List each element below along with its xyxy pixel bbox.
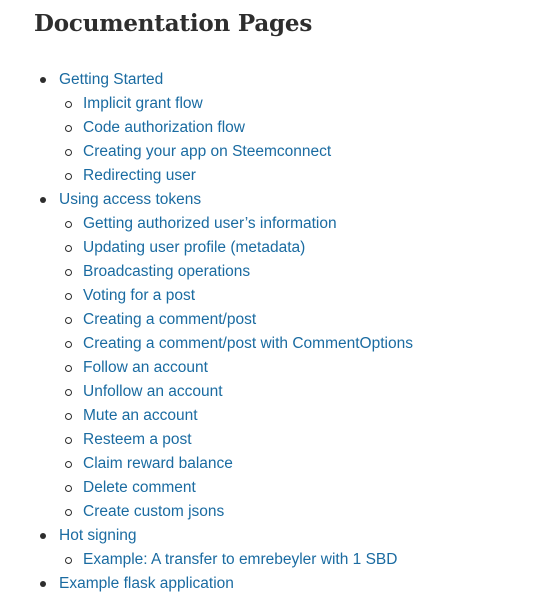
hollow-bullet-icon (65, 269, 72, 276)
table-of-contents (34, 68, 544, 596)
toc-subitem (34, 500, 544, 524)
hollow-bullet-icon (65, 245, 72, 252)
toc-subitem-link[interactable]: Voting for a post (83, 287, 196, 304)
toc-section-row (34, 188, 544, 212)
toc-section-link[interactable]: Getting Started (59, 71, 164, 88)
toc-subitem-row (34, 380, 544, 404)
toc-subitem-row (34, 140, 544, 164)
toc-subitem-link[interactable]: Unfollow an account (83, 383, 223, 400)
hollow-bullet-icon (65, 101, 72, 108)
toc-subitem-link[interactable]: Creating a comment/post with CommentOptions (83, 335, 413, 352)
toc-subitem-row (34, 428, 544, 452)
filled-bullet-icon (40, 77, 46, 83)
hollow-bullet-icon (65, 557, 72, 564)
hollow-bullet-icon (65, 389, 72, 396)
toc-subitem-row (34, 452, 544, 476)
toc-subitem (34, 164, 544, 188)
toc-subitem (34, 332, 544, 356)
toc-subitem-link[interactable]: Implicit grant flow (83, 95, 203, 112)
toc-section-row (34, 68, 544, 92)
hollow-bullet-icon (65, 341, 72, 348)
toc-subitem-row (34, 332, 544, 356)
toc-subitem-link[interactable]: Mute an account (83, 407, 198, 424)
toc-subitem-link[interactable]: Creating a comment/post (83, 311, 257, 328)
toc-subitem-row (34, 116, 544, 140)
toc-subitem (34, 428, 544, 452)
toc-subitem (34, 476, 544, 500)
hollow-bullet-icon (65, 125, 72, 132)
toc-subitem-row (34, 356, 544, 380)
filled-bullet-icon (40, 581, 46, 587)
toc-section (34, 188, 544, 524)
filled-bullet-icon (40, 533, 46, 539)
toc-section-link[interactable]: Example flask application (59, 575, 234, 592)
toc-subitem (34, 92, 544, 116)
hollow-bullet-icon (65, 413, 72, 420)
toc-subitem (34, 404, 544, 428)
toc-subitem (34, 140, 544, 164)
toc-subitem (34, 380, 544, 404)
toc-subitem-row (34, 476, 544, 500)
toc-sublist (34, 92, 544, 188)
page-title: Documentation Pages (34, 10, 313, 37)
toc-subitem-link[interactable]: Resteem a post (83, 431, 192, 448)
toc-subitem (34, 116, 544, 140)
hollow-bullet-icon (65, 293, 72, 300)
toc-subitem-row (34, 500, 544, 524)
toc-subitem-row (34, 284, 544, 308)
toc-section-row (34, 524, 544, 548)
toc-subitem-link[interactable]: Creating your app on Steemconnect (83, 143, 332, 160)
hollow-bullet-icon (65, 221, 72, 228)
toc-subitem-link[interactable]: Delete comment (83, 479, 196, 496)
toc-subitem-row (34, 92, 544, 116)
toc-subitem-link[interactable]: Broadcasting operations (83, 263, 251, 280)
hollow-bullet-icon (65, 485, 72, 492)
toc-subitem-link[interactable]: Code authorization flow (83, 119, 245, 136)
toc-subitem-link[interactable]: Claim reward balance (83, 455, 233, 472)
hollow-bullet-icon (65, 437, 72, 444)
toc-section-row (34, 572, 544, 596)
toc-subitem-row (34, 404, 544, 428)
toc-subitem (34, 356, 544, 380)
toc-subitem-link[interactable]: Updating user profile (metadata) (83, 239, 306, 256)
hollow-bullet-icon (65, 509, 72, 516)
toc-subitem (34, 548, 544, 572)
toc-subitem (34, 236, 544, 260)
toc-subitem (34, 308, 544, 332)
toc-section-link[interactable]: Hot signing (59, 527, 137, 544)
hollow-bullet-icon (65, 317, 72, 324)
toc-subitem (34, 212, 544, 236)
toc-section (34, 68, 544, 188)
toc-subitem-row (34, 236, 544, 260)
toc-section (34, 572, 544, 596)
toc-subitem-row (34, 308, 544, 332)
toc-subitem-link[interactable]: Create custom jsons (83, 503, 225, 520)
toc-subitem (34, 284, 544, 308)
documentation-page (34, 8, 544, 596)
hollow-bullet-icon (65, 173, 72, 180)
toc-section (34, 524, 544, 572)
toc-subitem-link[interactable]: Example: A transfer to emrebeyler with 1 SBD (83, 551, 398, 568)
toc-subitem-link[interactable]: Redirecting user (83, 167, 196, 184)
toc-sublist (34, 548, 544, 572)
toc-subitem-row (34, 548, 544, 572)
toc-subitem (34, 452, 544, 476)
toc-section-link[interactable]: Using access tokens (59, 191, 202, 208)
toc-subitem-row (34, 164, 544, 188)
toc-subitem (34, 260, 544, 284)
hollow-bullet-icon (65, 461, 72, 468)
hollow-bullet-icon (65, 149, 72, 156)
filled-bullet-icon (40, 197, 46, 203)
toc-sublist (34, 212, 544, 524)
toc-subitem-row (34, 212, 544, 236)
hollow-bullet-icon (65, 365, 72, 372)
toc-subitem-link[interactable]: Getting authorized user’s information (83, 215, 337, 232)
toc-subitem-link[interactable]: Follow an account (83, 359, 208, 376)
toc-subitem-row (34, 260, 544, 284)
